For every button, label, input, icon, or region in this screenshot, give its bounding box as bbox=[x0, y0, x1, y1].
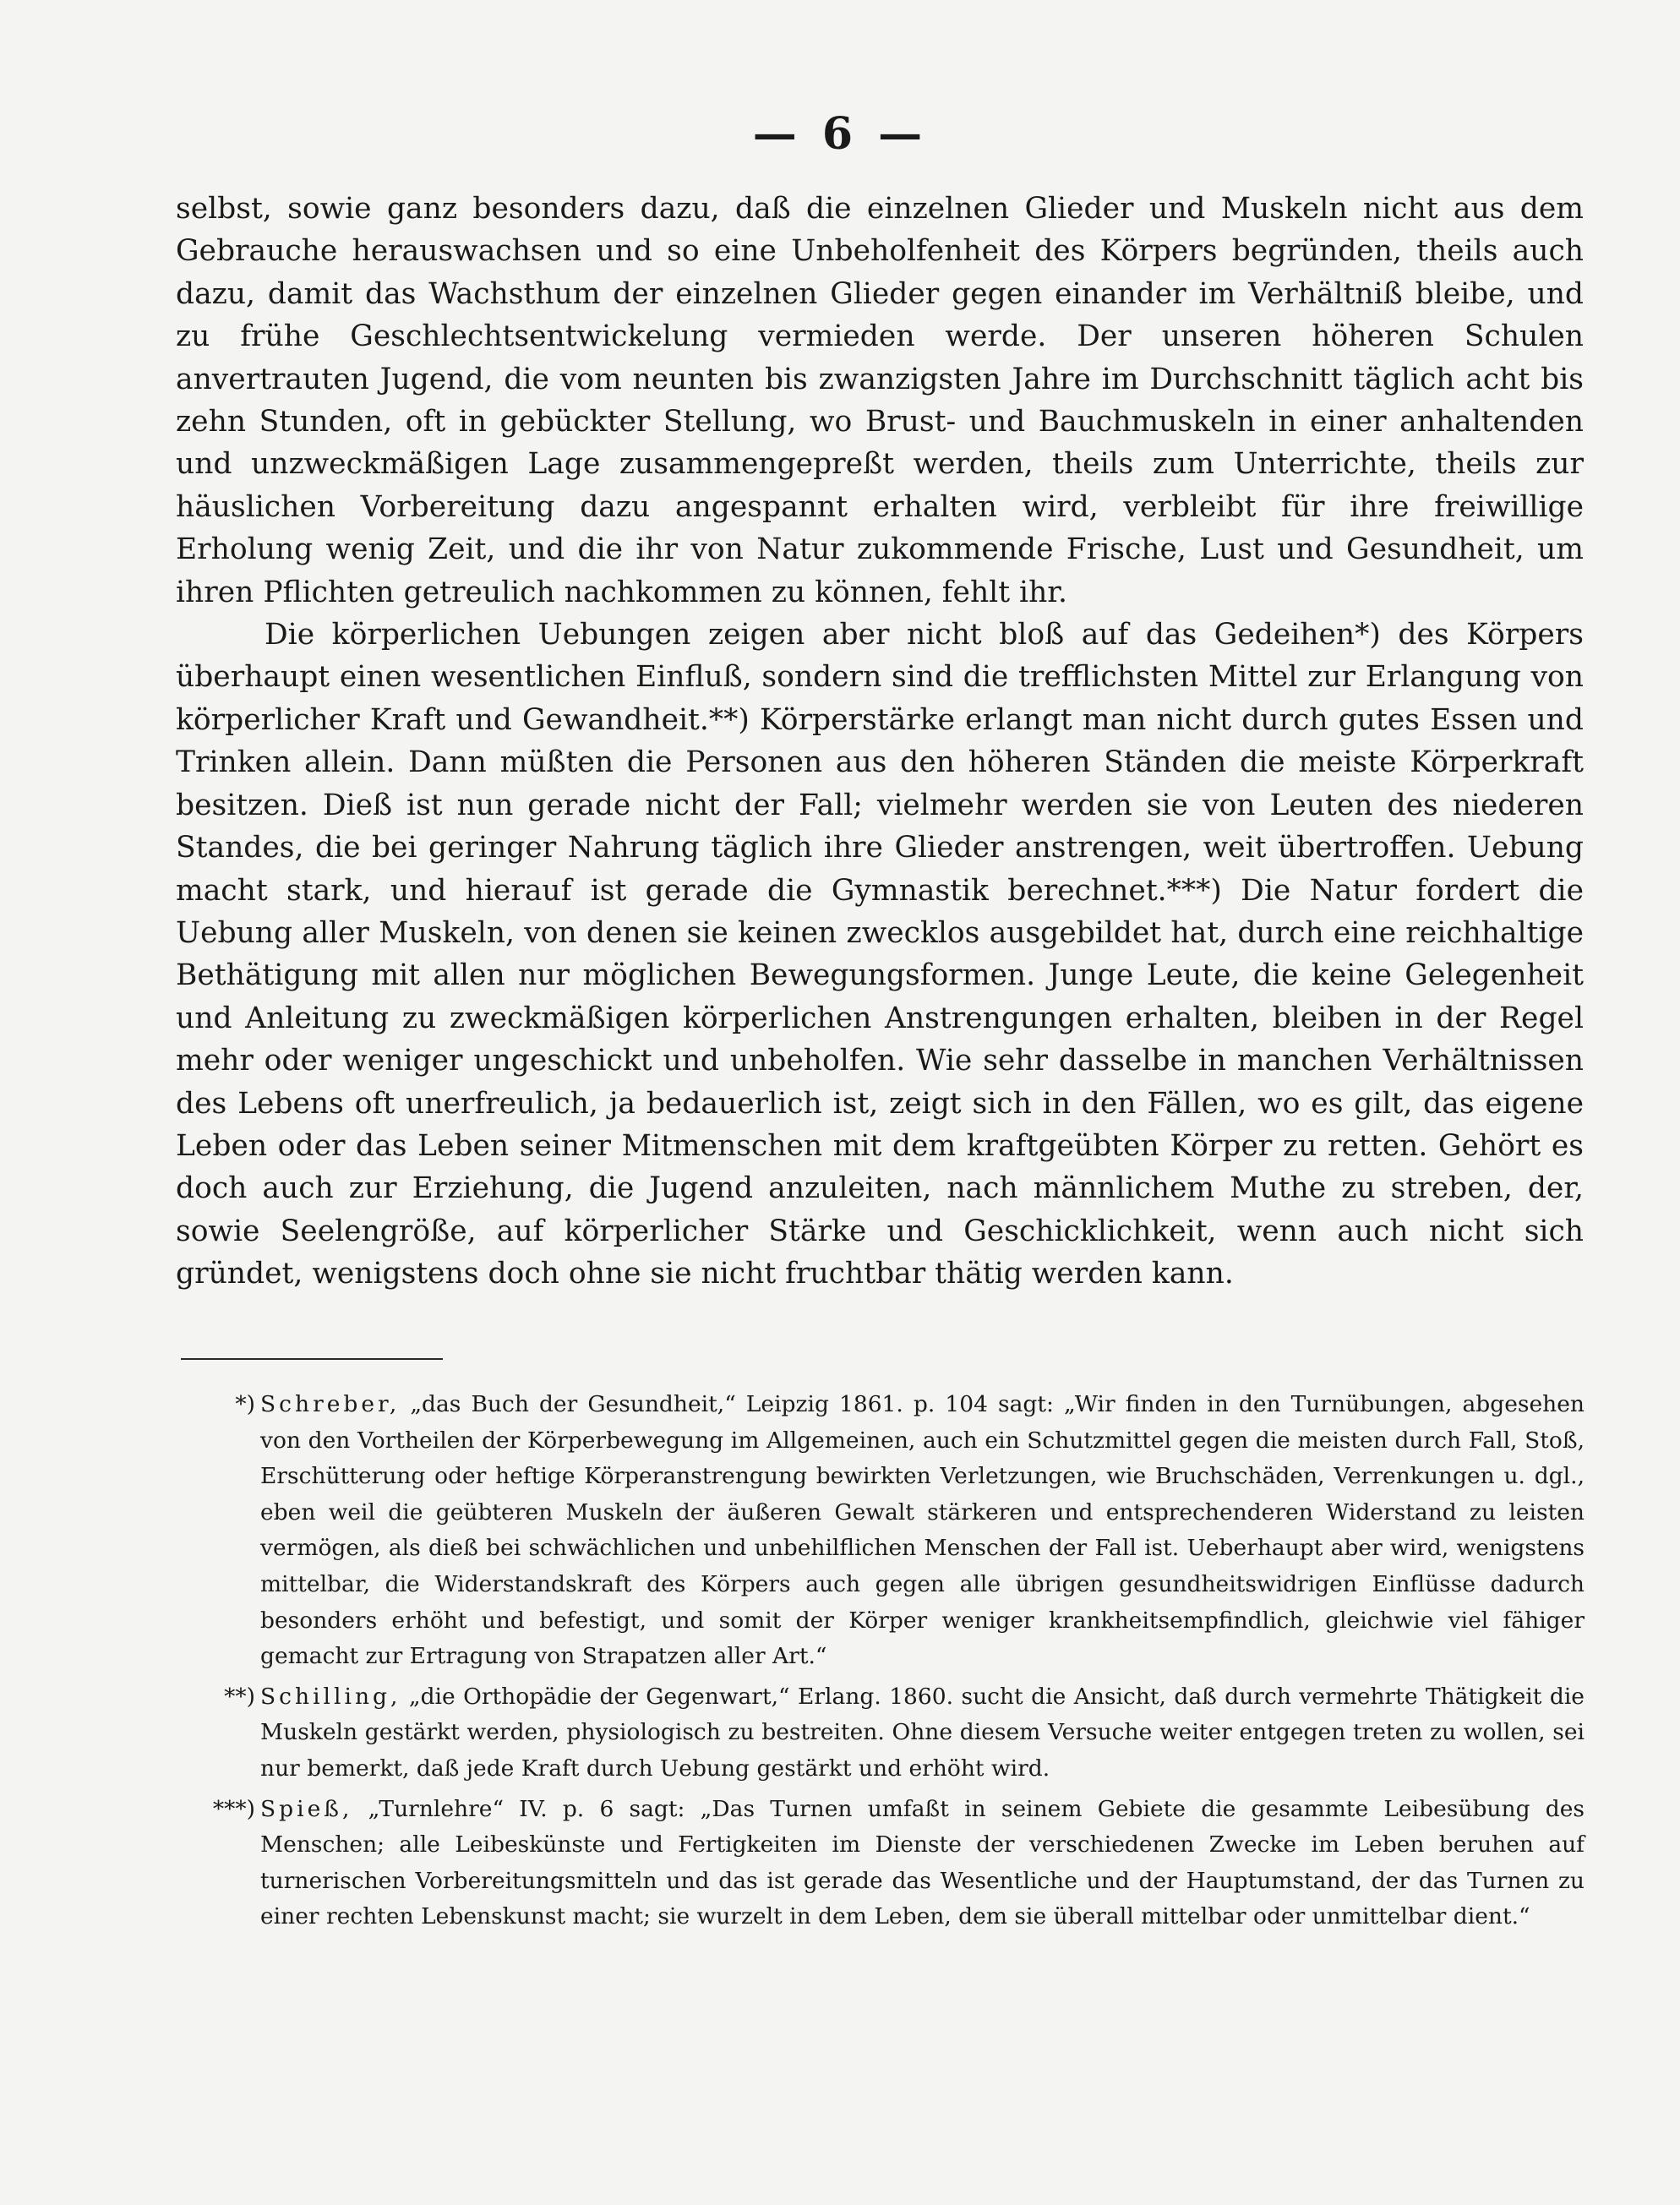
footnote-text: „die Orthopädie der Gegenwart,“ Erlang. 1860. sucht die Ansicht, daß durch vermehrte Thätigkeit die Muskeln gestärkt werden, physiologisch zu bestreiten. Ohne diesem Versuche weiter entgegen treten zu wollen, sei nur bemerkt, daß jede Kraft durch Uebung gestärkt und erhöht wird. bbox=[260, 1683, 1585, 1782]
paragraph: Die körperlichen Uebungen zeigen aber nicht bloß auf das Gedeihen*) des Körpers überhaupt einen wesentlichen Einfluß, sondern sind die trefflichsten Mittel zur Erlangung von körperlicher Kraft und Gewandheit.**) Körperstärke erlangt man nicht durch gutes Essen und Trinken allein. Dann müßten die Personen aus den höheren Ständen die meiste Körperkraft besitzen. Dieß ist nun gerade nicht der Fall; vielmehr werden sie von Leuten des niederen Standes, die bei geringer Nahrung täglich ihre Glieder anstrengen, weit übertroffen. Uebung macht stark, und hierauf ist gerade die Gymnastik berechnet.***) Die Natur fordert die Uebung aller Muskeln, von denen sie keinen zwecklos ausgebildet hat, durch eine reichhaltige Bethätigung mit allen nur möglichen Bewegungsformen. Junge Leute, die keine Gelegenheit und Anleitung zu zweckmäßigen körperlichen Anstrengungen erhalten, bleiben in der Regel mehr oder weniger ungeschickt und unbeholfen. Wie sehr dasselbe in manchen Verhältnissen des Lebens oft unerfreulich, ja bedauerlich ist, zeigt sich in den Fällen, wo es gilt, das eigene Leben oder das Leben seiner Mitmenschen mit dem kraftgeübten Körper zu retten. Gehört es doch auch zur Erziehung, die Jugend anzuleiten, nach männlichem Muthe zu streben, der, sowie Seelengröße, auf körperlicher Stärke und Geschicklichkeit, wenn auch nicht sich gründet, wenigstens doch ohne sie nicht fruchtbar thätig werden kann. bbox=[176, 618, 1584, 1291]
footnote-marker: **) bbox=[224, 1683, 255, 1710]
footnote-separator bbox=[181, 1358, 443, 1360]
footnote-3 bbox=[194, 1792, 1585, 1935]
footnote-author: Schilling, bbox=[260, 1683, 401, 1710]
footnote-author: Spieß, bbox=[260, 1795, 353, 1822]
footnote-2 bbox=[194, 1679, 1585, 1787]
footnote-1 bbox=[194, 1387, 1585, 1675]
page-number-header: — 6 — bbox=[752, 108, 928, 160]
footnotes bbox=[194, 1387, 1585, 1935]
footnote-author: Schreber, bbox=[260, 1391, 401, 1417]
paragraph: selbst, sowie ganz besonders dazu, daß die einzelnen Glieder und Muskeln nicht aus dem Gebrauche herauswachsen und so eine Unbeholfenheit des Körpers begründen, theils auch dazu, damit das Wachsthum der einzelnen Glieder gegen einander im Verhältniß bleibe, und zu frühe Geschlechtsentwickelung vermieden werde. Der unseren höheren Schulen anvertrauten Jugend, die vom neunten bis zwanzigsten Jahre im Durchschnitt täglich acht bis zehn Stunden, oft in gebückter Stellung, wo Brust- und Bauchmuskeln in einer anhaltenden und unzweckmäßigen Lage zusammengepreßt werden, theils zum Unterrichte, theils zur häuslichen Vorbereitung dazu angespannt erhalten wird, verbleibt für ihre freiwillige Erholung wenig Zeit, und die ihr von Natur zukommende Frische, Lust und Gesundheit, um ihren Pflichten getreulich nachkommen zu können, fehlt ihr. bbox=[176, 192, 1584, 609]
footnote-marker: *) bbox=[235, 1391, 255, 1417]
main-text bbox=[176, 188, 1584, 1296]
footnote-text: „das Buch der Gesundheit,“ Leipzig 1861. p. 104 sagt: „Wir finden in den Turnübungen, abgesehen von den Vortheilen der Körperbewegung im Allgemeinen, auch ein Schutzmittel gegen die meisten durch Fall, Stoß, Erschütterung oder heftige Körperanstrengung bewirkten Verletzungen, wie Bruchschäden, Verrenkungen u. dgl., eben weil die geübteren Muskeln der äußeren Gewalt stärkeren und entsprechenderen Widerstand zu leisten vermögen, als dieß bei schwächlichen und unbehilflichen Menschen der Fall ist. Ueberhaupt aber wird, wenigstens mittelbar, die Widerstandskraft des Körpers auch gegen alle übrigen gesundheitswidrigen Einflüsse dadurch besonders erhöht und befestigt, und somit der Körper weniger krankheitsempfindlich, gleichwie viel fähiger gemacht zur Ertragung von Strapatzen aller Art.“ bbox=[260, 1391, 1585, 1670]
footnote-marker: ***) bbox=[212, 1795, 255, 1822]
footnote-text: „Turnlehre“ IV. p. 6 sagt: „Das Turnen umfaßt in seinem Gebiete die gesammte Leibesübung des Menschen; alle Leibeskünste und Fertigkeiten im Dienste der verschiedenen Zwecke im Leben beruhen auf turnerischen Vorbereitungsmitteln und das ist gerade das Wesentliche und der Hauptumstand, der das Turnen zu einer rechten Lebenskunst macht; sie wurzelt in dem Leben, dem sie überall mittelbar oder unmittelbar dient.“ bbox=[260, 1795, 1585, 1930]
